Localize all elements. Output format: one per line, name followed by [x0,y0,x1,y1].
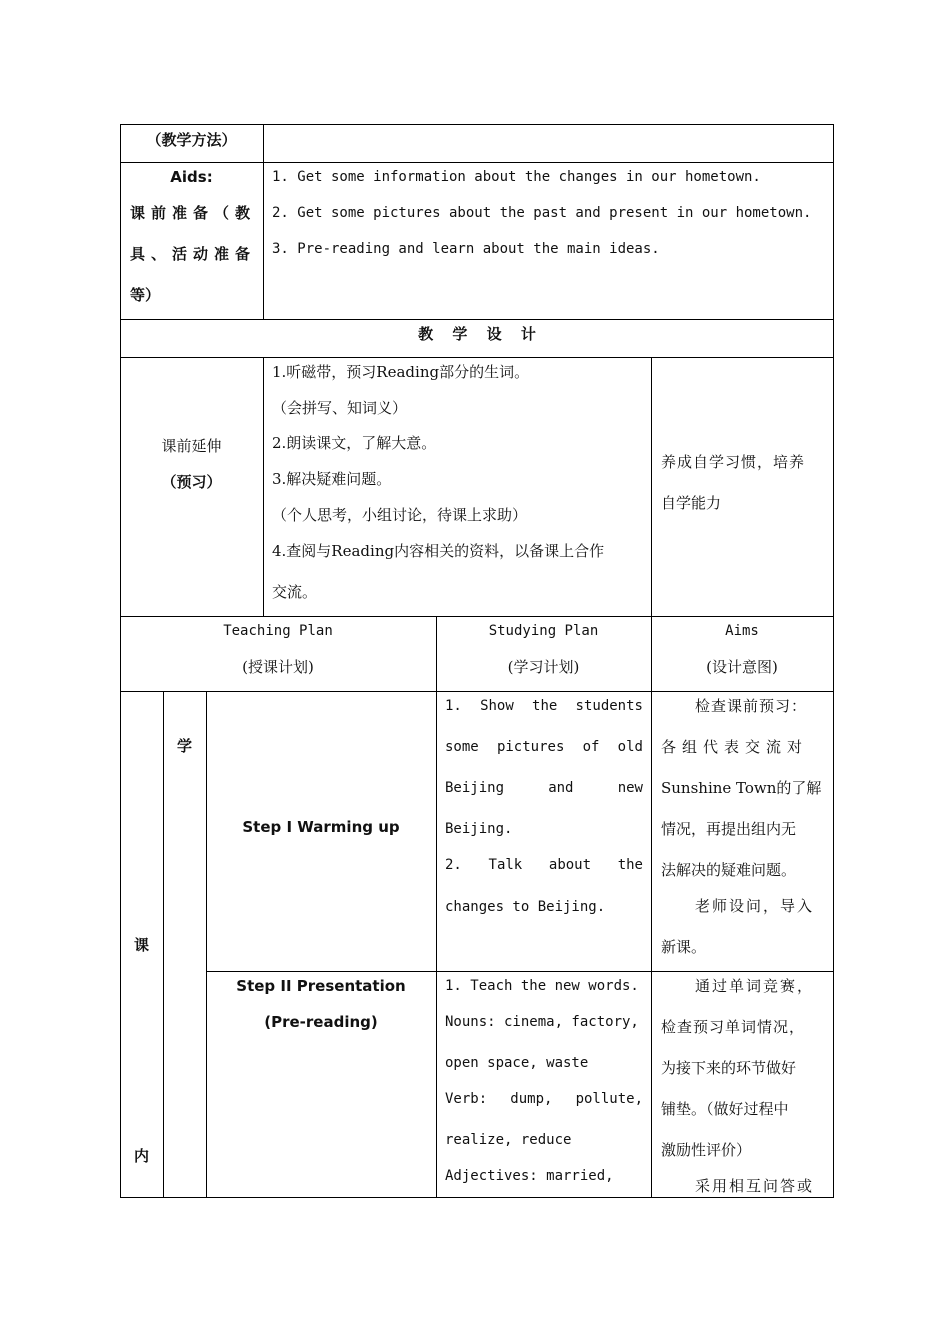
preview-item: 交流。 [272,583,318,601]
step1-study-line: changes to Beijing. [445,899,606,915]
side-label-nei: 内 [133,1147,149,1165]
step2-study-line: Verb: dump, pollute, [445,1091,643,1107]
step1-study-line: Beijing and new [445,780,643,796]
step2-study-line: open space, waste [445,1055,589,1071]
preview-aim-line1: 养成自学习惯，培养 [661,453,806,471]
step2-aim-line: 为接下来的环节做好 [661,1059,797,1077]
step1-aim-line: 情况，再提出组内无 [661,820,797,838]
teaching-plan-en: Teaching Plan [223,623,333,639]
step1-study-line: Beijing. [445,821,513,837]
preview-item: （会拼写、知词义） [272,399,408,417]
preview-label-line2: （预习） [161,473,222,491]
step1-aim-line: 法解决的疑难问题。 [661,861,797,879]
preview-item: 3.解决疑难问题。 [272,470,392,488]
aids-label-line2: 课前准备（教 [130,204,257,222]
step2-title-line1: Step II Presentation [236,977,406,995]
step1-title: Step I Warming up [242,818,400,836]
step1-aim-line: 检查课前预习： [695,697,808,715]
step2-study-line: realize, reduce [445,1132,572,1148]
method-label: （教学方法） [146,131,237,149]
step2-study-line: 1. Teach the new words. [445,978,639,994]
step2-aim-line: 通过单词竞赛， [695,977,815,995]
step2-title-line2: (Pre-reading) [264,1013,378,1031]
step1-study-line: some pictures of old [445,739,643,755]
design-header: 教 学 设 计 [418,325,536,343]
preview-item: 4.查阅与Reading内容相关的资料，以备课上合作 [272,542,605,560]
step2-aim-line: 铺垫。（做好过程中 [661,1100,789,1118]
aids-item: 3. Pre-reading and learn about the main ideas. [272,241,660,257]
aids-label-line1: Aids: [170,168,213,186]
step1-aim-line: 新课。 [661,938,707,956]
step1-aim-line: 各组代表交流对 [661,738,809,756]
step2-study-line: Nouns: cinema, factory, [445,1014,639,1030]
teaching-plan-cn: (授课计划) [242,658,314,676]
preview-aim-line2: 自学能力 [661,494,722,512]
studying-plan-cn: (学习计划) [507,658,580,676]
step1-aim-line: Sunshine Town的了解 [661,779,822,797]
studying-plan-en: Studying Plan [488,623,599,639]
preview-item: 1.听磁带，预习Reading部分的生词。 [272,363,530,381]
aids-item: 1. Get some information about the changes in our hometown. [272,169,761,185]
step2-study-line: Adjectives: married, [445,1168,614,1184]
aids-label-line3: 具、活动准备 [130,245,257,263]
step2-aim-line: 采用相互问答或 [695,1177,815,1195]
step2-aim-line: 检查预习单词情况， [661,1018,806,1036]
side-label-xue: 学 [176,737,192,755]
aims-cn: (设计意图) [706,658,778,676]
aids-item: 2. Get some pictures about the past and present in our hometown. [272,205,812,221]
step1-aim-line: 老师设问，导入 [695,897,815,915]
step1-study-line: 2. Talk about the [445,857,643,873]
step1-study-line: 1. Show the students [445,698,643,714]
side-label-ke: 课 [133,936,149,954]
aids-label-line4: 等） [130,286,161,304]
preview-item: 2.朗读课文，了解大意。 [272,434,437,452]
preview-label-line1: 课前延伸 [161,437,222,455]
preview-item: （个人思考，小组讨论，待课上求助） [272,506,528,524]
step2-aim-line: 激励性评价） [661,1141,752,1159]
aims-en: Aims [725,623,759,639]
